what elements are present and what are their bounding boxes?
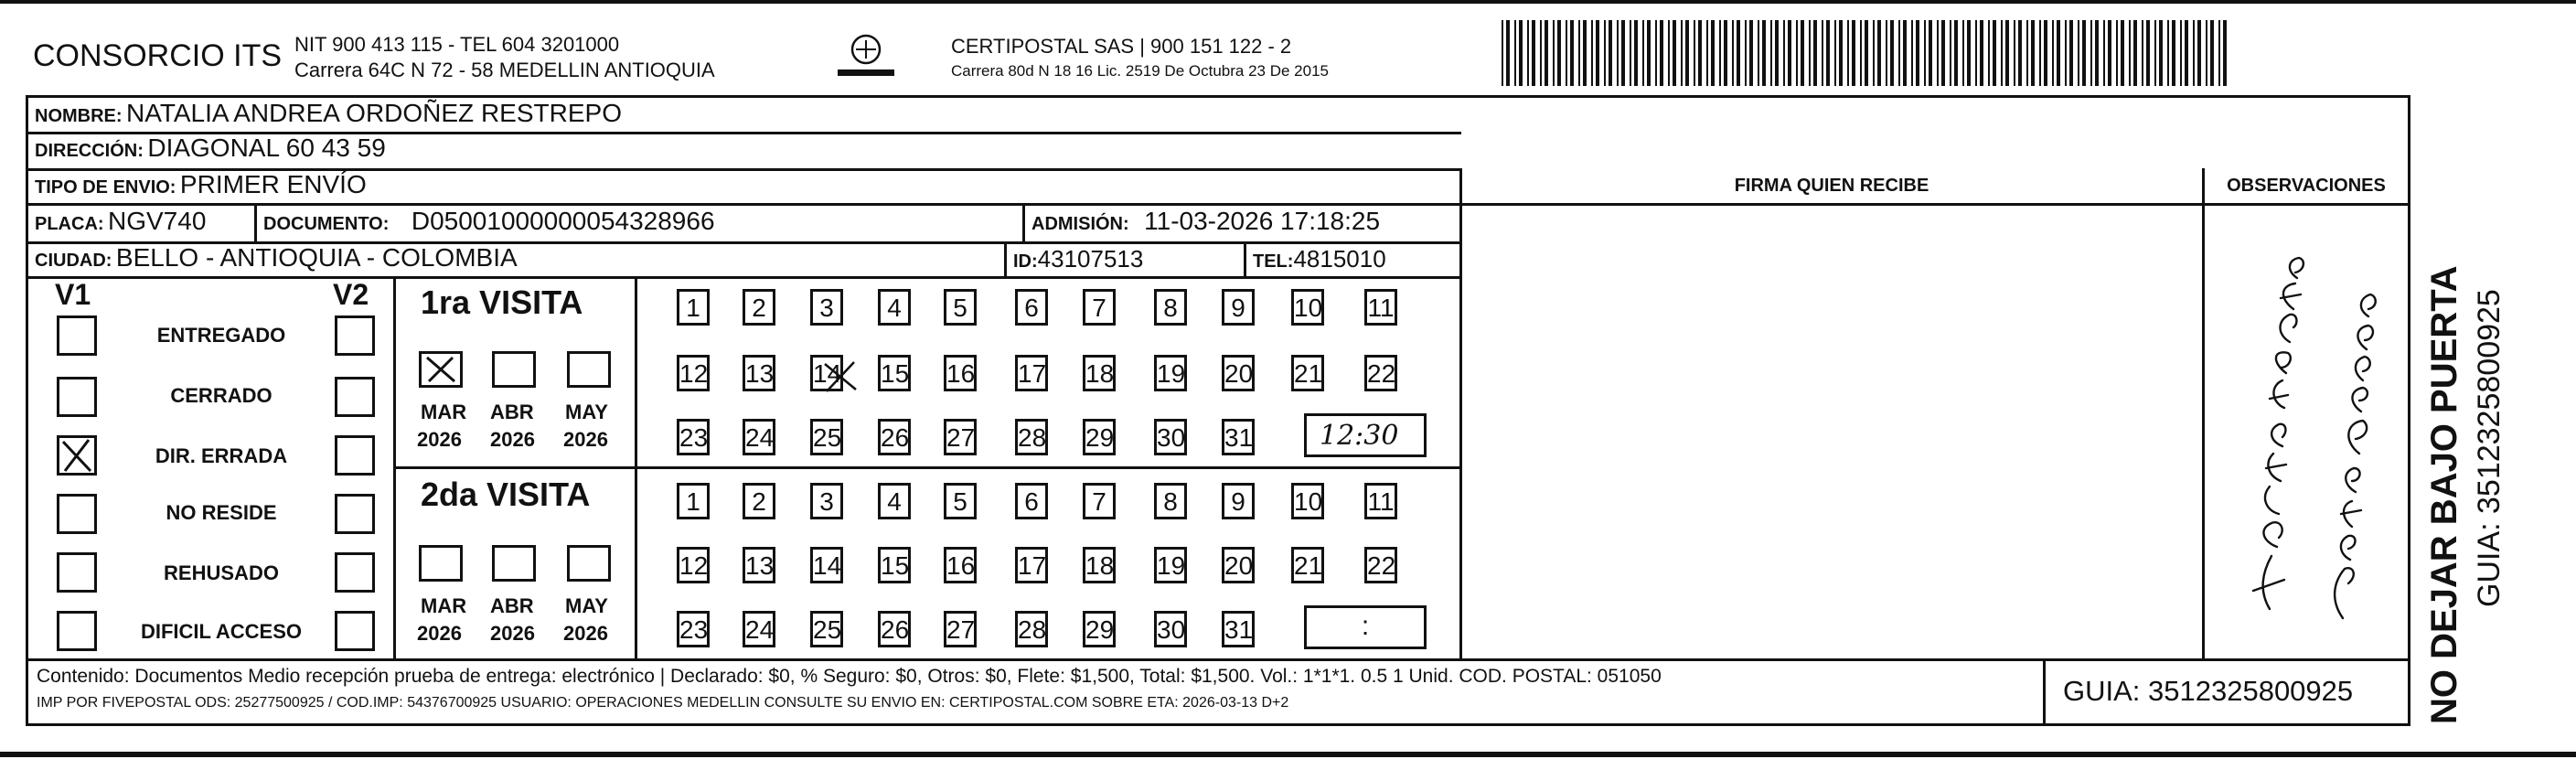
barcode-bar bbox=[2001, 20, 2003, 86]
second-visit-time: : bbox=[1361, 611, 1370, 641]
barcode-bar bbox=[1770, 20, 1772, 86]
second-visit-title: 2da VISITA bbox=[421, 476, 591, 513]
second-visit-day-14[interactable]: 14 bbox=[810, 547, 843, 583]
barcode-bar bbox=[1617, 20, 1619, 86]
second-visit-day-7[interactable]: 7 bbox=[1083, 483, 1116, 519]
barcode-bar bbox=[1788, 20, 1791, 86]
first-visit-day-6[interactable]: 6 bbox=[1015, 289, 1048, 326]
second-visit-day-24[interactable]: 24 bbox=[743, 611, 775, 647]
barcode-bar bbox=[1924, 20, 1926, 86]
direccion-field bbox=[35, 134, 386, 163]
first-visit-day-5[interactable]: 5 bbox=[944, 289, 977, 326]
second-visit-day-27[interactable]: 27 bbox=[944, 611, 977, 647]
certipostal-logo bbox=[834, 31, 898, 84]
barcode-bar bbox=[1809, 20, 1811, 86]
second-visit-month-may[interactable] bbox=[567, 545, 611, 582]
second-visit-day-18[interactable]: 18 bbox=[1083, 547, 1116, 583]
v1-checkbox-cerrado[interactable] bbox=[57, 377, 97, 417]
id-value: 43107513 bbox=[1037, 245, 1144, 273]
barcode-bar bbox=[1540, 20, 1542, 86]
barcode-bar bbox=[1911, 20, 1913, 86]
first-visit-day-28[interactable]: 28 bbox=[1015, 419, 1048, 455]
second-visit-month-abr[interactable] bbox=[492, 545, 536, 582]
second-visit-day-15[interactable]: 15 bbox=[878, 547, 911, 583]
first-visit-day-22[interactable]: 22 bbox=[1364, 355, 1397, 391]
barcode-bar bbox=[1801, 20, 1804, 86]
barcode-bar bbox=[1847, 20, 1849, 86]
id-label: ID: bbox=[1013, 251, 1038, 272]
second-visit-year-label-may: 2026 bbox=[563, 622, 608, 645]
v2-checkbox-rehusado[interactable] bbox=[335, 552, 375, 593]
second-visit-day-11[interactable]: 11 bbox=[1364, 483, 1397, 519]
nombre-value: NATALIA ANDREA ORDOÑEZ RESTREPO bbox=[126, 99, 622, 127]
documento-field bbox=[263, 207, 715, 236]
barcode-bar bbox=[2129, 20, 2131, 86]
second-visit-day-5[interactable]: 5 bbox=[944, 483, 977, 519]
second-visit-day-1[interactable]: 1 bbox=[677, 483, 710, 519]
barcode-bar bbox=[1578, 20, 1580, 86]
barcode-bar bbox=[2082, 20, 2086, 86]
v1-label: V1 bbox=[55, 278, 91, 311]
barcode-bar bbox=[1813, 20, 1817, 86]
barcode-bar bbox=[1988, 20, 1990, 86]
second-visit-day-8[interactable]: 8 bbox=[1154, 483, 1187, 519]
first-visit-day-10[interactable]: 10 bbox=[1291, 289, 1324, 326]
barcode-bar bbox=[1826, 20, 1830, 86]
documento-value: D05001000000054328966 bbox=[411, 207, 715, 235]
first-visit-day-1[interactable]: 1 bbox=[677, 289, 710, 326]
barcode-bar bbox=[1929, 20, 1932, 86]
v1-checkbox-rehusado[interactable] bbox=[57, 552, 97, 593]
first-visit-year-label-abr: 2026 bbox=[490, 428, 535, 451]
barcode-bar bbox=[2005, 20, 2009, 86]
second-visit-day-12[interactable]: 12 bbox=[677, 547, 710, 583]
nombre-field bbox=[35, 99, 622, 128]
firma-area[interactable] bbox=[1463, 207, 2200, 657]
second-visit-month-mar[interactable] bbox=[419, 545, 463, 582]
barcode-bar bbox=[2018, 20, 2022, 86]
company-nit: NIT 900 413 115 - TEL 604 3201000 bbox=[294, 33, 620, 56]
barcode-bar bbox=[2052, 20, 2054, 86]
second-visit-day-9[interactable]: 9 bbox=[1222, 483, 1255, 519]
barcode-bar bbox=[1706, 20, 1708, 86]
ciudad-field bbox=[35, 243, 518, 273]
barcode-bar bbox=[2090, 20, 2092, 86]
barcode-bar bbox=[1745, 20, 1747, 86]
barcode-bar bbox=[1642, 20, 1644, 86]
ciudad-value: BELLO - ANTIOQUIA - COLOMBIA bbox=[115, 243, 518, 272]
side-warning: NO DEJAR BAJO PUERTA bbox=[2424, 265, 2464, 724]
barcode-bar bbox=[1941, 20, 1945, 86]
second-visit-day-21[interactable]: 21 bbox=[1291, 547, 1324, 583]
barcode-bar bbox=[1668, 20, 1670, 86]
v1-checkbox-entregado[interactable] bbox=[57, 315, 97, 356]
v1-checkbox-dir-errada[interactable] bbox=[57, 435, 97, 476]
barcode-bar bbox=[1737, 20, 1740, 86]
barcode-bar bbox=[1980, 20, 1983, 86]
first-visit-day-29[interactable]: 29 bbox=[1083, 419, 1116, 455]
barcode-bar bbox=[2095, 20, 2099, 86]
barcode-bar bbox=[1719, 20, 1721, 86]
barcode-bar bbox=[1950, 20, 1951, 86]
company-name: CONSORCIO ITS bbox=[33, 38, 283, 73]
first-visit-day-9[interactable]: 9 bbox=[1222, 289, 1255, 326]
barcode-bar bbox=[1630, 20, 1631, 86]
tel-label: TEL: bbox=[1253, 251, 1294, 272]
status-label-cerrado: CERRADO bbox=[170, 384, 273, 407]
check-mark-icon bbox=[59, 438, 94, 473]
second-visit-day-16[interactable]: 16 bbox=[944, 547, 977, 583]
carrier-address: Carrera 80d N 18 16 Lic. 2519 De Octubra 23 De 2015 bbox=[951, 62, 1329, 80]
barcode-bar bbox=[2133, 20, 2137, 86]
barcode-bar bbox=[1681, 20, 1683, 86]
second-visit-day-19[interactable]: 19 bbox=[1154, 547, 1187, 583]
barcode-bar bbox=[1749, 20, 1753, 86]
first-visit-day-23[interactable]: 23 bbox=[677, 419, 710, 455]
admision-field bbox=[1031, 207, 1380, 236]
barcode bbox=[1500, 20, 2231, 86]
bottom-border bbox=[0, 752, 2576, 757]
v2-checkbox-dir-errada[interactable] bbox=[335, 435, 375, 476]
barcode-bar bbox=[2039, 20, 2041, 86]
second-visit-month-label-mar: MAR bbox=[421, 594, 467, 617]
barcode-bar bbox=[1694, 20, 1695, 86]
barcode-bar bbox=[1647, 20, 1651, 86]
barcode-bar bbox=[1634, 20, 1638, 86]
barcode-bar bbox=[2197, 20, 2201, 86]
second-visit-day-20[interactable]: 20 bbox=[1222, 547, 1255, 583]
barcode-bar bbox=[1502, 20, 1503, 86]
status-label-entregado: ENTREGADO bbox=[156, 324, 286, 347]
direccion-value: DIAGONAL 60 43 59 bbox=[147, 134, 386, 162]
barcode-bar bbox=[2065, 20, 2067, 86]
first-visit-day-26[interactable]: 26 bbox=[878, 419, 911, 455]
barcode-bar bbox=[1698, 20, 1702, 86]
first-visit-month-may[interactable] bbox=[567, 351, 611, 388]
v2-label: V2 bbox=[333, 278, 369, 311]
status-label-no-reside: NO RESIDE bbox=[166, 501, 277, 524]
second-visit-year-label-mar: 2026 bbox=[417, 622, 462, 645]
barcode-bar bbox=[1775, 20, 1779, 86]
barcode-bar bbox=[1557, 20, 1561, 86]
first-visit-day-2[interactable]: 2 bbox=[743, 289, 775, 326]
status-label-rehusado: REHUSADO bbox=[164, 561, 279, 584]
second-visit-day-10[interactable]: 10 bbox=[1291, 483, 1324, 519]
admision-value: 11-03-2026 17:18:25 bbox=[1144, 207, 1381, 235]
second-visit-day-22[interactable]: 22 bbox=[1364, 547, 1397, 583]
barcode-bar bbox=[2031, 20, 2035, 86]
barcode-bar bbox=[1553, 20, 1555, 86]
barcode-bar bbox=[1903, 20, 1907, 86]
second-visit-day-26[interactable]: 26 bbox=[878, 611, 911, 647]
barcode-bar bbox=[2159, 20, 2163, 86]
barcode-bar bbox=[1532, 20, 1535, 86]
first-visit-title: 1ra VISITA bbox=[421, 283, 583, 321]
barcode-bar bbox=[1860, 20, 1862, 86]
footer-imp: IMP POR FIVEPOSTAL ODS: 25277500925 / COD.IMP: 54376700925 USUARIO: OPERACIONES MEDELLIN CONSULTE SU ENVIO EN: CERTIPOSTAL.COM SOBRE ETA: 2026-03-13 D+2 bbox=[37, 695, 1289, 711]
barcode-bar bbox=[1604, 20, 1606, 86]
first-visit-day-18[interactable]: 18 bbox=[1083, 355, 1116, 391]
first-visit-day-17[interactable]: 17 bbox=[1015, 355, 1048, 391]
second-visit-time-box[interactable] bbox=[1304, 605, 1427, 649]
status-label-dir-errada: DIR. ERRADA bbox=[155, 444, 288, 467]
barcode-bar bbox=[1609, 20, 1612, 86]
first-visit-month-abr[interactable] bbox=[492, 351, 536, 388]
barcode-bar bbox=[1596, 20, 1599, 86]
first-visit-day-12[interactable]: 12 bbox=[677, 355, 710, 391]
tipo-envio-label: TIPO DE ENVIO: bbox=[35, 177, 176, 198]
barcode-bar bbox=[1873, 20, 1875, 86]
barcode-bar bbox=[1916, 20, 1919, 86]
admision-label: ADMISIÓN: bbox=[1031, 214, 1129, 234]
tel-field bbox=[1253, 245, 1386, 273]
second-visit-day-4[interactable]: 4 bbox=[878, 483, 911, 519]
second-visit-day-17[interactable]: 17 bbox=[1015, 547, 1048, 583]
side-vertical-text bbox=[2410, 95, 2575, 726]
barcode-bar bbox=[1796, 20, 1798, 86]
barcode-bar bbox=[2121, 20, 2124, 86]
documento-label: DOCUMENTO: bbox=[263, 214, 390, 234]
second-visit-day-30[interactable]: 30 bbox=[1154, 611, 1187, 647]
barcode-bar bbox=[1783, 20, 1785, 86]
barcode-bar bbox=[1890, 20, 1894, 86]
barcode-bar bbox=[2206, 20, 2207, 86]
barcode-bar bbox=[1621, 20, 1625, 86]
first-visit-day-31[interactable]: 31 bbox=[1222, 419, 1255, 455]
second-visit-year-label-abr: 2026 bbox=[490, 622, 535, 645]
observaciones-column-divider bbox=[2202, 168, 2205, 660]
second-visit-day-31[interactable]: 31 bbox=[1222, 611, 1255, 647]
carrier-name: CERTIPOSTAL SAS | 900 151 122 - 2 bbox=[951, 35, 1292, 58]
first-visit-day-3[interactable]: 3 bbox=[810, 289, 843, 326]
barcode-bar bbox=[1886, 20, 1887, 86]
barcode-bar bbox=[1762, 20, 1766, 86]
first-visit-day-4[interactable]: 4 bbox=[878, 289, 911, 326]
second-visit-day-25[interactable]: 25 bbox=[810, 611, 843, 647]
barcode-bar bbox=[1655, 20, 1657, 86]
barcode-bar bbox=[2193, 20, 2195, 86]
placa-value: NGV740 bbox=[108, 207, 207, 235]
first-visit-day-16[interactable]: 16 bbox=[944, 355, 977, 391]
barcode-bar bbox=[2069, 20, 2073, 86]
barcode-bar bbox=[1822, 20, 1823, 86]
barcode-bar bbox=[1954, 20, 1958, 86]
barcode-bar bbox=[2218, 20, 2220, 86]
barcode-bar bbox=[2026, 20, 2028, 86]
observaciones-header: OBSERVACIONES bbox=[2227, 176, 2386, 196]
first-visit-day-30[interactable]: 30 bbox=[1154, 419, 1187, 455]
barcode-bar bbox=[1967, 20, 1971, 86]
v2-checkbox-cerrado[interactable] bbox=[335, 377, 375, 417]
barcode-bar bbox=[1583, 20, 1587, 86]
footer-guia: GUIA: 3512325800925 bbox=[2063, 675, 2354, 707]
first-visit-day-20[interactable]: 20 bbox=[1222, 355, 1255, 391]
barcode-bar bbox=[2014, 20, 2015, 86]
first-visit-month-label-mar: MAR bbox=[421, 401, 467, 423]
barcode-bar bbox=[1527, 20, 1529, 86]
first-visit-day-21[interactable]: 21 bbox=[1291, 355, 1324, 391]
company-address: Carrera 64C N 72 - 58 MEDELLIN ANTIOQUIA bbox=[294, 59, 715, 81]
barcode-bar bbox=[1993, 20, 1996, 86]
footer-contenido: Contenido: Documentos Medio recepción prueba de entrega: electrónico | Declarado: $0, % Seguro: $0, Otros: $0, Flete: $1,500, Total: $1,500. Vol.: 1*1*1. 0.5 1 Unid. COD. POSTAL: 051050 bbox=[37, 666, 1662, 687]
second-visit-day-23[interactable]: 23 bbox=[677, 611, 710, 647]
first-visit-year-label-mar: 2026 bbox=[417, 428, 462, 451]
second-visit-day-29[interactable]: 29 bbox=[1083, 611, 1116, 647]
first-visit-day-13[interactable]: 13 bbox=[743, 355, 775, 391]
nombre-label: NOMBRE: bbox=[35, 106, 123, 126]
barcode-bar bbox=[1937, 20, 1939, 86]
first-visit-day-24[interactable]: 24 bbox=[743, 419, 775, 455]
firma-column-divider bbox=[1459, 168, 1462, 660]
observaciones-area[interactable] bbox=[2206, 207, 2409, 657]
tel-value: 4815010 bbox=[1293, 245, 1386, 273]
barcode-bar bbox=[2210, 20, 2214, 86]
barcode-bar bbox=[1962, 20, 1964, 86]
second-visit-month-label-may: MAY bbox=[565, 594, 608, 617]
first-visit-month-label-may: MAY bbox=[565, 401, 608, 423]
barcode-bar bbox=[2223, 20, 2227, 86]
tipo-envio-value: PRIMER ENVÍO bbox=[179, 170, 367, 198]
second-visit-day-6[interactable]: 6 bbox=[1015, 483, 1048, 519]
barcode-bar bbox=[1758, 20, 1759, 86]
barcode-bar bbox=[2142, 20, 2143, 86]
v2-checkbox-dificil-acceso[interactable] bbox=[335, 611, 375, 651]
check-mark-icon bbox=[422, 354, 460, 385]
first-visit-time-box[interactable] bbox=[1304, 413, 1427, 457]
first-visit-day-19[interactable]: 19 bbox=[1154, 355, 1187, 391]
barcode-bar bbox=[2078, 20, 2079, 86]
barcode-bar bbox=[1852, 20, 1855, 86]
barcode-bar bbox=[2154, 20, 2156, 86]
status-label-dificil-acceso: DIFICIL ACCESO bbox=[140, 620, 302, 643]
first-visit-day-15[interactable]: 15 bbox=[878, 355, 911, 391]
barcode-bar bbox=[1865, 20, 1868, 86]
placa-label: PLACA: bbox=[35, 214, 104, 234]
barcode-bar bbox=[2146, 20, 2150, 86]
barcode-bar bbox=[2185, 20, 2188, 86]
first-visit-day-11[interactable]: 11 bbox=[1364, 289, 1397, 326]
barcode-bar bbox=[1591, 20, 1593, 86]
v1-checkbox-no-reside[interactable] bbox=[57, 494, 97, 534]
barcode-bar bbox=[2180, 20, 2182, 86]
first-visit-month-label-abr: ABR bbox=[490, 401, 534, 423]
barcode-bar bbox=[2172, 20, 2175, 86]
first-visit-day-27[interactable]: 27 bbox=[944, 419, 977, 455]
barcode-bar bbox=[1566, 20, 1567, 86]
barcode-bar bbox=[1877, 20, 1881, 86]
barcode-bar bbox=[1839, 20, 1843, 86]
id-field bbox=[1013, 245, 1143, 273]
ciudad-label: CIUDAD: bbox=[35, 251, 112, 271]
barcode-bar bbox=[2044, 20, 2047, 86]
v2-checkbox-no-reside[interactable] bbox=[335, 494, 375, 534]
second-visit-day-28[interactable]: 28 bbox=[1015, 611, 1048, 647]
first-visit-year-label-may: 2026 bbox=[563, 428, 608, 451]
barcode-bar bbox=[1711, 20, 1715, 86]
barcode-bar bbox=[1898, 20, 1900, 86]
barcode-bar bbox=[1975, 20, 1977, 86]
side-guia: GUIA: 3512325800925 bbox=[2472, 289, 2507, 607]
first-visit-day-25[interactable]: 25 bbox=[810, 419, 843, 455]
first-visit-day-7[interactable]: 7 bbox=[1083, 289, 1116, 326]
barcode-bar bbox=[1724, 20, 1727, 86]
barcode-bar bbox=[1732, 20, 1734, 86]
direccion-label: DIRECCIÓN: bbox=[35, 141, 144, 161]
barcode-bar bbox=[2167, 20, 2169, 86]
first-visit-day-8[interactable]: 8 bbox=[1154, 289, 1187, 326]
barcode-bar bbox=[1519, 20, 1523, 86]
second-visit-day-2[interactable]: 2 bbox=[743, 483, 775, 519]
barcode-bar bbox=[1545, 20, 1548, 86]
v1-checkbox-dificil-acceso[interactable] bbox=[57, 611, 97, 651]
first-visit-time: 12:30 bbox=[1320, 420, 1399, 452]
barcode-bar bbox=[2116, 20, 2118, 86]
barcode-bar bbox=[1514, 20, 1516, 86]
v2-checkbox-entregado[interactable] bbox=[335, 315, 375, 356]
barcode-bar bbox=[2108, 20, 2111, 86]
tipo-envio-field bbox=[35, 170, 367, 199]
second-visit-day-13[interactable]: 13 bbox=[743, 547, 775, 583]
first-visit-day-14[interactable]: 14 bbox=[810, 355, 843, 391]
barcode-bar bbox=[1685, 20, 1689, 86]
observations-handwriting-signature bbox=[2206, 207, 2409, 657]
barcode-bar bbox=[1660, 20, 1663, 86]
barcode-bar bbox=[2103, 20, 2105, 86]
firma-header: FIRMA QUIEN RECIBE bbox=[1734, 176, 1929, 196]
barcode-bar bbox=[1570, 20, 1574, 86]
barcode-bar bbox=[1673, 20, 1676, 86]
barcode-bar bbox=[1834, 20, 1836, 86]
first-visit-month-mar[interactable] bbox=[419, 351, 463, 388]
placa-field bbox=[35, 207, 206, 236]
top-border bbox=[0, 0, 2576, 4]
second-visit-day-3[interactable]: 3 bbox=[810, 483, 843, 519]
barcode-bar bbox=[2057, 20, 2060, 86]
barcode-bar bbox=[1506, 20, 1510, 86]
second-visit-month-label-abr: ABR bbox=[490, 594, 534, 617]
